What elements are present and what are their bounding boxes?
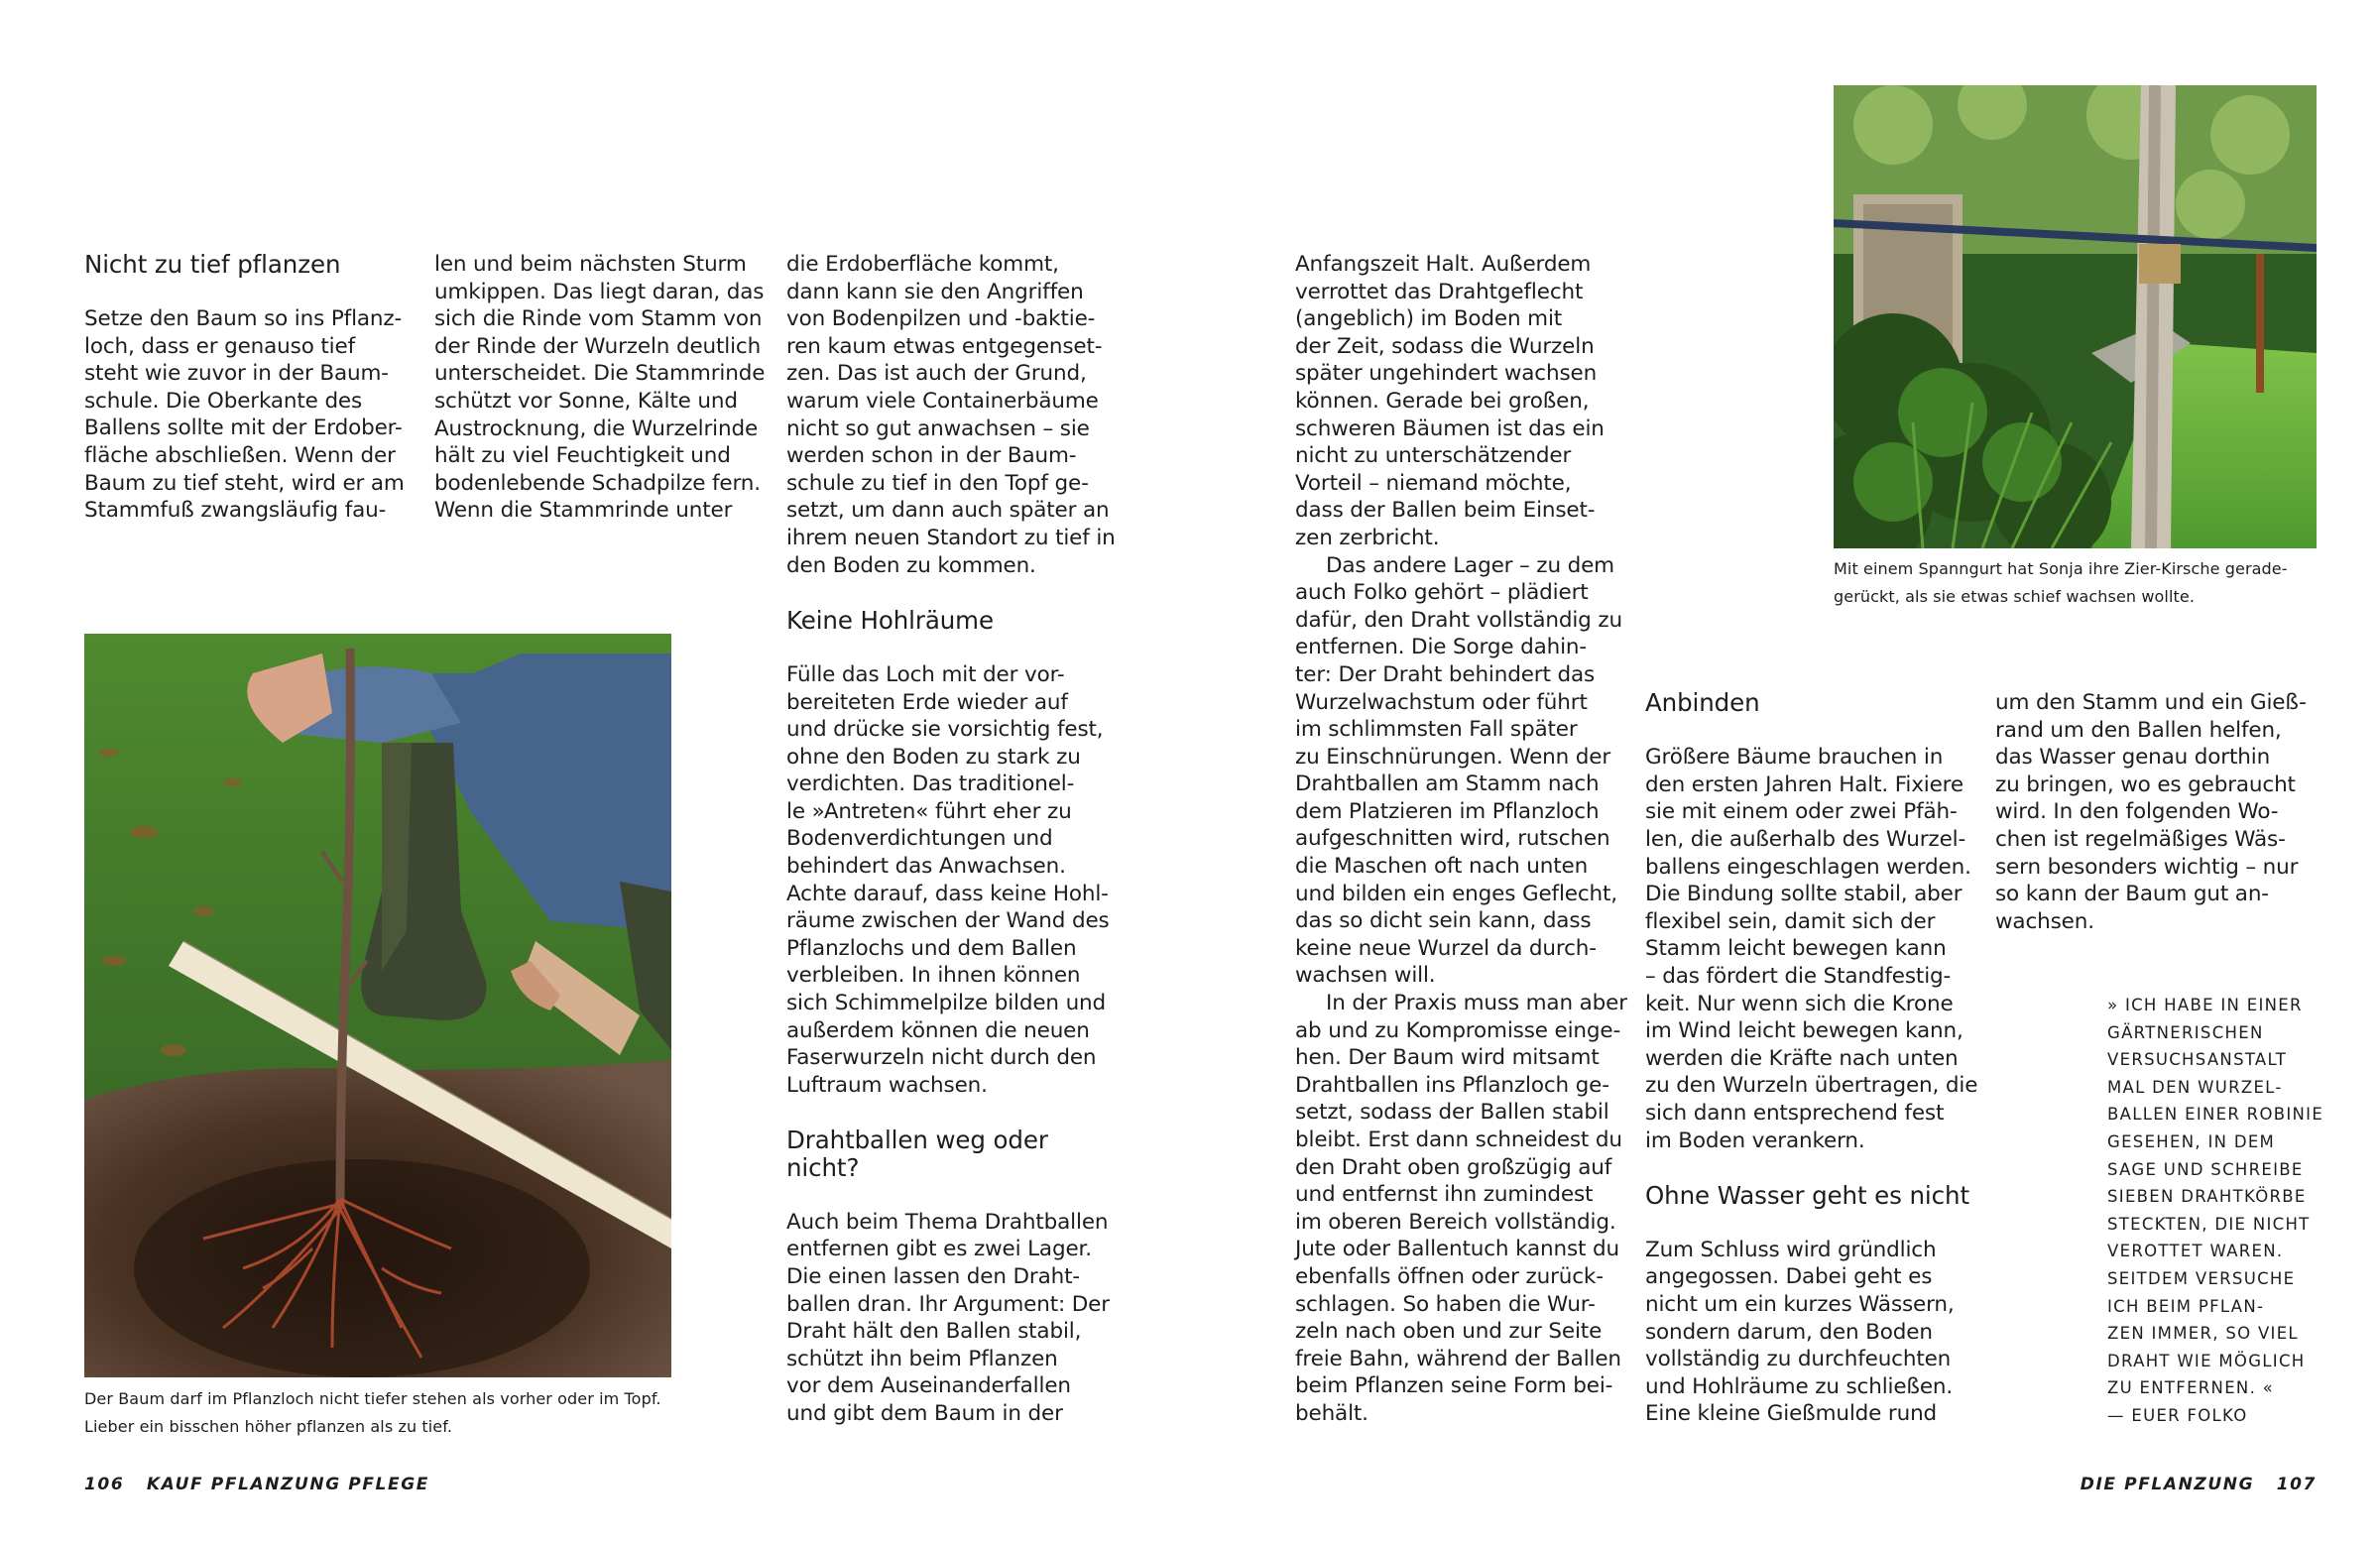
text-line: verbleiben. In ihnen können	[786, 963, 1081, 989]
pull-quote	[2107, 992, 2323, 1430]
text-line: verrottet das Drahtgeflecht	[1295, 279, 1584, 304]
text-line: keit. Nur wenn sich die Krone	[1645, 991, 1954, 1016]
text-line: werden die Kräfte nach unten	[1645, 1045, 1959, 1071]
text-line: die Maschen oft nach unten	[1295, 854, 1589, 880]
text-line: von Bodenpilzen und -baktie-	[786, 306, 1096, 332]
running-head: KAUF PFLANZUNG PFLEGE	[146, 1475, 429, 1494]
text-line: die Erdoberfläche kommt,	[786, 252, 1059, 277]
text-line: Drahtballen am Stamm nach	[1295, 772, 1600, 797]
text-line: Drahtballen ins Pflanzloch ge-	[1295, 1072, 1609, 1098]
text-line: dem Platzieren im Pflanzloch	[1295, 798, 1600, 824]
text-line: GÄRTNERISCHEN	[2107, 1022, 2264, 1042]
text-column-6	[1995, 689, 2307, 935]
text-line: angegossen. Dabei geht es	[1645, 1264, 1933, 1290]
section-heading-ohne-wasser: Ohne Wasser geht es nicht	[1645, 1180, 1969, 1210]
text-column-3	[786, 251, 1116, 1428]
text-line: zen zerbricht.	[1295, 525, 1440, 550]
text-line: nicht um ein kurzes Wässern,	[1645, 1292, 1955, 1318]
text-line: ebenfalls öffnen oder zurück-	[1295, 1263, 1604, 1289]
text-line: zu Einschnürungen. Wenn der	[1295, 744, 1611, 770]
text-line: freie Bahn, während der Ballen	[1295, 1346, 1621, 1371]
text-line: sie mit einem oder zwei Pfäh-	[1645, 799, 1958, 825]
text-line: fläche abschließen. Wenn der	[84, 442, 396, 468]
page-number: 107	[2276, 1475, 2317, 1494]
text-line: dann kann sie den Angriffen	[786, 279, 1084, 304]
text-line: Bodenverdichtungen und	[786, 826, 1053, 852]
text-line: Achte darauf, dass keine Hohl-	[786, 881, 1109, 906]
text-line: Zum Schluss wird gründlich	[1645, 1237, 1937, 1262]
text-line: Größere Bäume brauchen in	[1645, 745, 1944, 771]
text-line: außerdem können die neuen	[786, 1017, 1090, 1043]
text-line: umkippen. Das liegt daran, das	[434, 279, 765, 304]
text-line: zeln nach oben und zur Seite	[1295, 1319, 1603, 1345]
text-line: In der Praxis muss man aber	[1326, 991, 1627, 1016]
text-line: ohne den Boden zu stark zu	[786, 744, 1081, 770]
planting-photo-caption	[84, 1385, 661, 1440]
text-line: zu den Wurzeln übertragen, die	[1645, 1073, 1978, 1099]
text-line: schule zu tief in den Topf ge-	[786, 470, 1089, 496]
text-line: Faserwurzeln nicht durch den	[786, 1045, 1097, 1071]
text-line: rand um den Ballen helfen,	[1995, 717, 2282, 743]
text-line: ihrem neuen Standort zu tief in	[786, 525, 1116, 550]
text-line: chen ist regelmäßiges Wäs-	[1995, 826, 2286, 852]
text-line: len und beim nächsten Sturm	[434, 252, 747, 277]
text-line: im oberen Bereich vollständig.	[1295, 1209, 1616, 1235]
text-line: hen. Der Baum wird mitsamt	[1295, 1045, 1600, 1071]
text-line: behindert das Anwachsen.	[786, 854, 1066, 880]
text-line: aufgeschnitten wird, rutschen	[1295, 826, 1610, 852]
paragraph	[1645, 744, 1977, 1154]
text-line: ren kaum etwas entgegenset-	[786, 333, 1103, 359]
text-line: wachsen will.	[1295, 963, 1436, 989]
text-line: ab und zu Kompromisse einge-	[1295, 1017, 1621, 1043]
text-line: wird. In den folgenden Wo-	[1995, 799, 2279, 825]
text-line: und entfernst ihn zumindest	[1295, 1182, 1594, 1208]
text-line: im Wind leicht bewegen kann,	[1645, 1018, 1964, 1044]
text-line: im schlimmsten Fall später	[1295, 717, 1578, 743]
tree-strap-photo	[1834, 85, 2317, 548]
text-line: und bilden ein enges Geflecht,	[1295, 881, 1617, 906]
text-line: GESEHEN, IN DEM	[2107, 1131, 2276, 1151]
text-line: bleibt. Erst dann schneidest du	[1295, 1128, 1622, 1152]
paragraph	[1295, 990, 1627, 1428]
paragraph	[1645, 1237, 1977, 1428]
text-line: entfernen. Die Sorge dahin-	[1295, 635, 1588, 660]
text-line: schule. Die Oberkante des	[84, 388, 363, 414]
text-line: STECKTEN, DIE NICHT	[2107, 1214, 2311, 1234]
text-line: — EUER FOLKO	[2107, 1405, 2248, 1425]
text-line: und drücke sie vorsichtig fest,	[786, 717, 1104, 743]
text-line: ballen dran. Ihr Argument: Der	[786, 1291, 1110, 1317]
text-line: gerückt, als sie etwas schief wachsen wollte.	[1834, 586, 2196, 606]
text-line: schlagen. So haben die Wur-	[1295, 1291, 1596, 1317]
text-line: so kann der Baum gut an-	[1995, 882, 2269, 907]
page-folio-left	[84, 1475, 429, 1494]
page-folio-right	[2081, 1475, 2317, 1494]
paragraph	[1295, 251, 1627, 552]
text-line: (angeblich) im Boden mit	[1295, 306, 1563, 332]
text-line: Austrocknung, die Wurzelrinde	[434, 416, 759, 441]
text-line: zen. Das ist auch der Grund,	[786, 361, 1087, 387]
text-line: den ersten Jahren Halt. Fixiere	[1645, 772, 1964, 797]
text-line: den Draht oben großzügig auf	[1295, 1154, 1612, 1180]
text-column-1	[84, 305, 405, 525]
text-line: im Boden verankern.	[1645, 1128, 1865, 1153]
text-line: ballens eingeschlagen werden.	[1645, 854, 1971, 880]
text-line: Der Baum darf im Pflanzloch nicht tiefer stehen als vorher oder im Topf.	[84, 1389, 661, 1408]
text-line: zu bringen, wo es gebraucht	[1995, 772, 2296, 797]
text-line: nicht?	[786, 1152, 860, 1182]
text-line: schützt vor Sonne, Kälte und	[434, 388, 738, 414]
text-line: VEROTTET WAREN.	[2107, 1242, 2284, 1261]
text-line: behält.	[1295, 1400, 1368, 1426]
text-line: Pflanzlochs und dem Ballen	[786, 935, 1077, 961]
text-line: der Zeit, sodass die Wurzeln	[1295, 333, 1595, 359]
text-line: beim Pflanzen seine Form bei-	[1295, 1373, 1613, 1399]
tree-strap-photo-caption	[1834, 555, 2288, 610]
text-line: sich Schimmelpilze bilden und	[786, 991, 1107, 1016]
text-line: ZU ENTFERNEN. «	[2107, 1378, 2275, 1398]
text-line: SAGE UND SCHREIBE	[2107, 1159, 2304, 1179]
paragraph	[786, 251, 1116, 579]
text-line: hält zu viel Feuchtigkeit und	[434, 443, 731, 469]
text-line: Draht hält den Ballen stabil,	[786, 1319, 1082, 1345]
text-line: das so dicht sein kann, dass	[1295, 908, 1592, 934]
text-line: nicht so gut anwachsen – sie	[786, 416, 1090, 441]
text-line: Mit einem Spanngurt hat Sonja ihre Zier-Kirsche gerade-	[1834, 559, 2288, 578]
text-line: Stammfuß zwangsläufig fau-	[84, 498, 387, 524]
text-line: vollständig zu durchfeuchten	[1645, 1347, 1952, 1372]
text-line: vor dem Auseinanderfallen	[786, 1373, 1071, 1399]
text-line: räume zwischen der Wand des	[786, 908, 1110, 934]
text-line: nicht zu unterschätzender	[1295, 443, 1572, 469]
text-line: warum viele Containerbäume	[786, 388, 1099, 414]
running-head: DIE PFLANZUNG	[2080, 1475, 2255, 1494]
text-line: Das andere Lager – zu dem	[1326, 552, 1614, 578]
text-line: der Rinde der Wurzeln deutlich	[434, 333, 762, 359]
text-line: ZEN IMMER, SO VIEL	[2107, 1324, 2299, 1344]
text-line: wachsen.	[1995, 908, 2094, 934]
text-line: le »Antreten« führt eher zu	[786, 798, 1072, 824]
text-line: ter: Der Draht behindert das	[1295, 661, 1596, 687]
section-heading-keine-hohlraeume: Keine Hohlräume	[786, 605, 994, 635]
text-line: Jute oder Ballentuch kannst du	[1295, 1237, 1619, 1262]
text-line: Eine kleine Gießmulde rund	[1645, 1401, 1938, 1427]
text-line: dass der Ballen beim Einset-	[1295, 498, 1596, 524]
text-line: schützt ihn beim Pflanzen	[786, 1346, 1058, 1371]
text-line: sern besonders wichtig – nur	[1995, 854, 2299, 880]
text-line: ICH BEIM PFLAN-	[2107, 1296, 2265, 1316]
text-line: entfernen gibt es zwei Lager.	[786, 1237, 1092, 1262]
text-line: Setze den Baum so ins Pflanz-	[84, 306, 403, 331]
text-line: sich die Rinde vom Stamm von	[434, 306, 763, 332]
text-line: schweren Bäumen ist das ein	[1295, 416, 1605, 441]
text-line: Stamm leicht bewegen kann	[1645, 936, 1947, 962]
text-line: DRAHT WIE MÖGLICH	[2107, 1351, 2306, 1370]
text-line: sich dann entsprechend fest	[1645, 1100, 1945, 1126]
text-line: sondern darum, den Boden	[1645, 1319, 1933, 1345]
section-heading-drahtballen	[786, 1127, 1116, 1181]
text-line: setzt, um dann auch später an	[786, 498, 1110, 524]
text-line: Anfangszeit Halt. Außerdem	[1295, 252, 1592, 277]
page-number: 106	[84, 1475, 125, 1494]
text-line: auch Folko gehört – plädiert	[1295, 580, 1589, 606]
text-line: SEITDEM VERSUCHE	[2107, 1268, 2296, 1288]
paragraph	[1295, 552, 1627, 991]
text-line: bodenlebende Schadpilze fern.	[434, 470, 761, 496]
text-line: VERSUCHSANSTALT	[2107, 1050, 2288, 1070]
text-line: Drahtballen weg oder	[786, 1126, 1048, 1154]
text-line: Die Bindung sollte stabil, aber	[1645, 882, 1963, 907]
text-line: und gibt dem Baum in der	[786, 1400, 1063, 1426]
text-line: Vorteil – niemand möchte,	[1295, 470, 1572, 496]
text-line: später ungehindert wachsen	[1295, 361, 1598, 387]
paragraph	[786, 661, 1116, 1100]
text-line: den Boden zu kommen.	[786, 552, 1036, 578]
section-heading-nicht-zu-tief: Nicht zu tief pflanzen	[84, 250, 341, 279]
text-line: flexibel sein, damit sich der	[1645, 908, 1936, 934]
planting-photo-illustration	[84, 634, 671, 1377]
text-line: steht wie zuvor in der Baum-	[84, 361, 389, 387]
text-line: Baum zu tief steht, wird er am	[84, 470, 405, 496]
text-line: Wurzelwachstum oder führt	[1295, 689, 1588, 715]
text-line: Ballens sollte mit der Erdober-	[84, 416, 403, 441]
text-line: SIEBEN DRAHTKÖRBE	[2107, 1187, 2307, 1207]
text-line: Fülle das Loch mit der vor-	[786, 661, 1065, 687]
text-line: dafür, den Draht vollständig zu	[1295, 607, 1622, 633]
text-line: Die einen lassen den Draht-	[786, 1263, 1081, 1289]
text-line: und Hohlräume zu schließen.	[1645, 1373, 1954, 1399]
text-line: bereiteten Erde wieder auf	[786, 689, 1068, 715]
text-line: setzt, sodass der Ballen stabil	[1295, 1100, 1609, 1126]
text-line: MAL DEN WURZEL-	[2107, 1077, 2283, 1097]
text-line: keine neue Wurzel da durch-	[1295, 935, 1597, 961]
text-line: loch, dass er genauso tief	[84, 333, 355, 359]
paragraph	[786, 1209, 1116, 1428]
text-line: Lieber ein bisschen höher pflanzen als zu tief.	[84, 1416, 453, 1436]
text-line: um den Stamm und ein Gieß-	[1995, 690, 2307, 715]
text-column-2	[434, 251, 765, 525]
text-line: Auch beim Thema Drahtballen	[786, 1209, 1109, 1235]
text-line: – das fördert die Standfestig-	[1645, 963, 1952, 989]
text-line: werden schon in der Baum-	[786, 443, 1077, 469]
section-heading-anbinden: Anbinden	[1645, 688, 1760, 717]
text-line: das Wasser genau dorthin	[1995, 745, 2271, 771]
text-line: unterscheidet. Die Stammrinde	[434, 361, 766, 387]
planting-photo	[84, 634, 671, 1377]
text-line: Wenn die Stammrinde unter	[434, 498, 733, 524]
text-column-4	[1295, 251, 1627, 1428]
text-line: können. Gerade bei großen,	[1295, 388, 1590, 414]
text-line: » ICH HABE IN EINER	[2107, 996, 2303, 1014]
text-line: BALLEN EINER ROBINIE	[2107, 1105, 2324, 1125]
text-line: Luftraum wachsen.	[786, 1072, 988, 1098]
text-column-5	[1645, 689, 1977, 1428]
text-line: len, die außerhalb des Wurzel-	[1645, 826, 1966, 852]
tree-strap-photo-illustration	[1834, 85, 2317, 548]
text-line: verdichten. Das traditionel-	[786, 772, 1075, 797]
